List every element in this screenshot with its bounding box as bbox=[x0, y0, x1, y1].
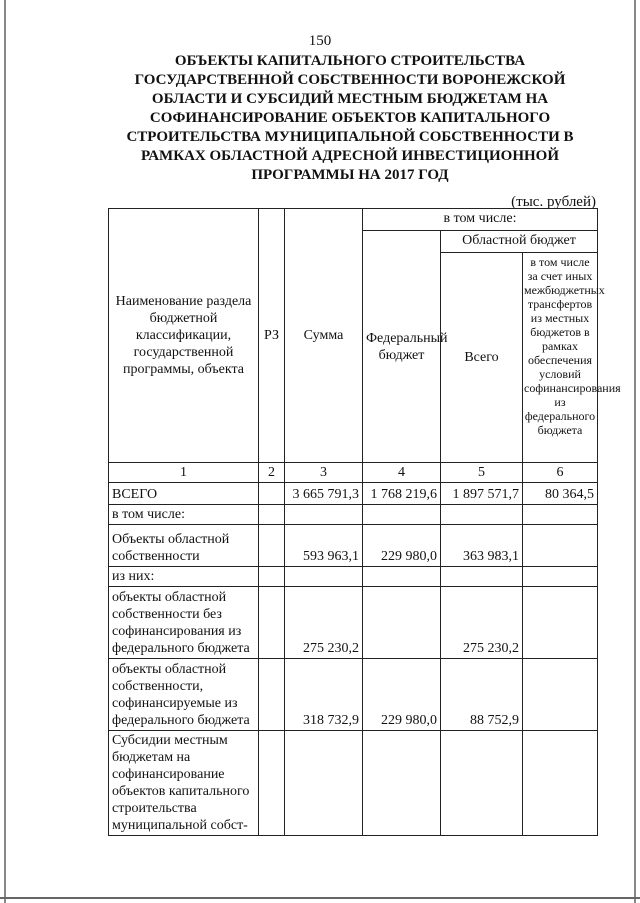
page-number: 150 bbox=[308, 33, 332, 49]
row-transfers bbox=[523, 587, 598, 659]
row-regional: 88 752,9 bbox=[441, 659, 523, 731]
row-transfers: 80 364,5 bbox=[523, 483, 598, 505]
page-edge-left bbox=[4, 0, 6, 903]
document-title: ОБЪЕКТЫ КАПИТАЛЬНОГО СТРОИТЕЛЬСТВА ГОСУДАРСТВЕННОЙ СОБСТВЕННОСТИ ВОРОНЕЖСКОЙ ОБЛАСТИ И СУБСИДИЙ МЕСТНЫМ БЮДЖЕТАМ НА СОФИНАНСИРОВАНИЕ ОБЪЕКТОВ КАПИТАЛЬНОГО СТРОИТЕЛЬСТВА МУНИЦИПАЛЬНОЙ СОБСТВЕННОСТИ В РАМКАХ ОБЛАСТНОЙ АДРЕСНОЙ ИНВЕСТИЦИОННОЙ ПРОГРАММЫ НА 2017 ГОД bbox=[126, 53, 574, 183]
row-federal: 1 768 219,6 bbox=[363, 483, 441, 505]
row-regional bbox=[441, 567, 523, 587]
row-name: в том числе: bbox=[109, 505, 259, 525]
row-rz bbox=[259, 567, 285, 587]
row-name: из них: bbox=[109, 567, 259, 587]
row-regional: 1 897 571,7 bbox=[441, 483, 523, 505]
header-regional-total: Всего bbox=[441, 253, 523, 463]
column-number: 4 bbox=[363, 463, 441, 483]
row-federal: 229 980,0 bbox=[363, 659, 441, 731]
page-edge-right bbox=[634, 0, 636, 903]
header-rz: РЗ bbox=[259, 209, 285, 463]
budget-table bbox=[108, 208, 621, 836]
header-including: в том числе: bbox=[363, 209, 598, 231]
table-row bbox=[109, 659, 598, 731]
row-name: Объекты областной собственности bbox=[109, 525, 259, 567]
units-label: (тыс. рублей) bbox=[511, 194, 596, 210]
table-row bbox=[109, 587, 598, 659]
row-rz bbox=[259, 505, 285, 525]
row-sum: 275 230,2 bbox=[285, 587, 363, 659]
column-number: 3 bbox=[285, 463, 363, 483]
row-sum bbox=[285, 731, 363, 836]
table-row bbox=[109, 731, 598, 836]
table-row bbox=[109, 505, 598, 525]
header-regional-transfers: в том числе за счет иных межбюджетных трансфертов из местных бюджетов в рамках обеспечения условий софинансирования из федерального бюджета bbox=[523, 253, 598, 463]
row-federal: 229 980,0 bbox=[363, 525, 441, 567]
row-sum: 593 963,1 bbox=[285, 525, 363, 567]
row-rz bbox=[259, 587, 285, 659]
column-number: 5 bbox=[441, 463, 523, 483]
header-sum: Сумма bbox=[285, 209, 363, 463]
row-regional: 363 983,1 bbox=[441, 525, 523, 567]
row-rz bbox=[259, 659, 285, 731]
column-number: 2 bbox=[259, 463, 285, 483]
row-federal bbox=[363, 505, 441, 525]
row-name: Субсидии местным бюджетам на софинансирование объектов капитального строительства муниципальной собст- bbox=[109, 731, 259, 836]
row-rz bbox=[259, 525, 285, 567]
row-sum bbox=[285, 567, 363, 587]
table-row bbox=[109, 567, 598, 587]
page-bottom-rule bbox=[0, 897, 640, 899]
column-number: 1 bbox=[109, 463, 259, 483]
row-sum bbox=[285, 505, 363, 525]
row-rz bbox=[259, 483, 285, 505]
table-row bbox=[109, 525, 598, 567]
row-rz bbox=[259, 731, 285, 836]
row-name: объекты областной собственности без софинансирования из федерального бюджета bbox=[109, 587, 259, 659]
row-transfers bbox=[523, 659, 598, 731]
row-transfers bbox=[523, 525, 598, 567]
row-transfers bbox=[523, 505, 598, 525]
row-regional: 275 230,2 bbox=[441, 587, 523, 659]
header-regional: Областной бюджет bbox=[441, 231, 598, 253]
row-transfers bbox=[523, 731, 598, 836]
column-number: 6 bbox=[523, 463, 598, 483]
header-name: Наименование раздела бюджетной классификации, государственной программы, объекта bbox=[109, 209, 259, 463]
row-regional bbox=[441, 505, 523, 525]
row-regional bbox=[441, 731, 523, 836]
row-federal bbox=[363, 567, 441, 587]
row-transfers bbox=[523, 567, 598, 587]
header-federal: Федеральный бюджет bbox=[363, 231, 441, 463]
row-name: объекты областной собственности, софинансируемые из федерального бюджета bbox=[109, 659, 259, 731]
row-name: ВСЕГО bbox=[109, 483, 259, 505]
table-row bbox=[109, 483, 598, 505]
row-federal bbox=[363, 587, 441, 659]
row-federal bbox=[363, 731, 441, 836]
row-sum: 318 732,9 bbox=[285, 659, 363, 731]
row-sum: 3 665 791,3 bbox=[285, 483, 363, 505]
